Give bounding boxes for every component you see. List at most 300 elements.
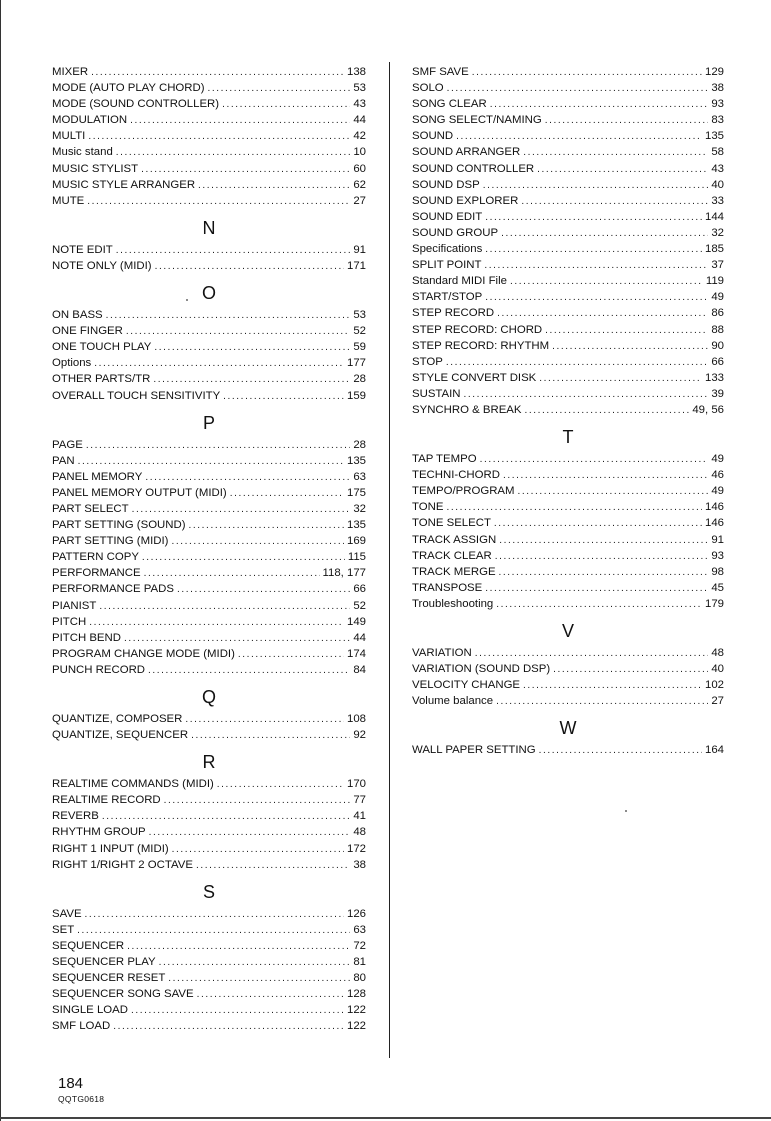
- index-entry: [52, 355, 366, 371]
- document-code: QQTG0618: [58, 1094, 105, 1104]
- index-term: SUSTAIN: [412, 387, 461, 400]
- index-term: PIANIST: [52, 599, 97, 612]
- index-page-ref: 146: [704, 517, 724, 530]
- index-term: STEP RECORD: RHYTHM: [412, 339, 550, 352]
- index-term: TONE SELECT: [412, 517, 491, 530]
- index-term: MUSIC STYLE ARRANGER: [52, 178, 196, 191]
- index-entry: [52, 581, 366, 597]
- index-entry: [412, 596, 724, 612]
- index-page-ref: 37: [711, 259, 724, 272]
- index-column-right: [412, 64, 724, 758]
- section-letter-t: T: [562, 427, 574, 448]
- dot-leader: [124, 631, 350, 646]
- section-letter-n: N: [202, 217, 216, 238]
- index-entry: [52, 501, 366, 517]
- index-page-ref: 72: [353, 939, 366, 952]
- index-term: SEQUENCER PLAY: [52, 956, 156, 969]
- index-page-ref: 66: [711, 355, 724, 368]
- dot-leader: [155, 259, 344, 274]
- index-term: SEQUENCER SONG SAVE: [52, 988, 194, 1001]
- index-entry: [52, 388, 366, 404]
- index-page-ref: 146: [704, 501, 724, 514]
- dot-leader: [485, 290, 708, 305]
- index-page-ref: 93: [711, 549, 724, 562]
- index-page-ref: 118, 177: [322, 567, 366, 580]
- index-term: PERFORMANCE: [52, 567, 141, 580]
- index-entry: [412, 64, 724, 80]
- index-page-ref: 43: [711, 162, 724, 175]
- index-term: TRANSPOSE: [412, 581, 483, 594]
- index-entry: [52, 808, 366, 824]
- section-letter-p: P: [202, 412, 215, 433]
- index-entry: [412, 483, 724, 499]
- dot-leader: [149, 825, 351, 840]
- index-page-ref: 60: [353, 162, 366, 175]
- index-entry: [52, 906, 366, 922]
- dot-leader: [495, 549, 709, 564]
- index-page-ref: 175: [346, 486, 366, 499]
- index-page-ref: 49: [711, 485, 724, 498]
- index-term: NOTE EDIT: [52, 243, 113, 256]
- index-page-ref: 149: [346, 615, 366, 628]
- index-page-ref: 28: [353, 373, 366, 386]
- dot-leader: [85, 907, 344, 922]
- index-entry: [52, 776, 366, 792]
- dot-leader: [485, 581, 708, 596]
- index-page-ref: 63: [353, 470, 366, 483]
- index-entry: [412, 386, 724, 402]
- index-entry: [412, 161, 724, 177]
- index-page-ref: 144: [704, 210, 724, 223]
- index-term: REALTIME RECORD: [52, 794, 161, 807]
- index-entry: [52, 598, 366, 614]
- index-entry: [412, 209, 724, 225]
- index-page-ref: 122: [346, 1004, 366, 1017]
- index-page-ref: 80: [353, 972, 366, 985]
- section-letter-q: Q: [201, 687, 216, 707]
- index-term: PUNCH RECORD: [52, 663, 146, 676]
- index-entry: [412, 177, 724, 193]
- dot-leader: [510, 274, 703, 289]
- index-column-left: [52, 64, 366, 1035]
- index-page-ref: 63: [353, 923, 366, 936]
- index-page-ref: 93: [711, 98, 724, 111]
- index-entry: [412, 580, 724, 596]
- index-entry: [52, 177, 366, 193]
- index-term: SPLIT POINT: [412, 259, 482, 272]
- index-term: PITCH BEND: [52, 631, 121, 644]
- page-edge-line: [0, 0, 1, 1121]
- dot-leader: [483, 178, 709, 193]
- dot-leader: [127, 939, 350, 954]
- index-entry: [52, 307, 366, 323]
- index-entry: [52, 144, 366, 160]
- index-term: Music stand: [52, 146, 113, 159]
- dot-leader: [116, 145, 351, 160]
- dot-leader: [94, 356, 344, 371]
- index-entry: [52, 258, 366, 274]
- index-page-ref: 43: [353, 98, 366, 111]
- index-entry: [412, 257, 724, 273]
- dot-leader: [88, 129, 350, 144]
- index-page-ref: 27: [353, 194, 366, 207]
- index-page-ref: 38: [711, 82, 724, 95]
- index-page-ref: 84: [353, 663, 366, 676]
- section-letter-o: O: [201, 283, 216, 304]
- index-entry: [412, 451, 724, 467]
- dot-leader: [523, 678, 702, 693]
- dot-leader: [446, 355, 709, 370]
- dot-leader: [553, 662, 708, 677]
- index-entry: [52, 96, 366, 112]
- index-entry: [52, 161, 366, 177]
- dot-leader: [238, 647, 344, 662]
- index-entry: [52, 549, 366, 565]
- section-letter-s: S: [202, 881, 215, 902]
- index-entry: [412, 564, 724, 580]
- index-entry: [412, 370, 724, 386]
- dot-leader: [144, 566, 320, 581]
- dot-leader: [102, 809, 350, 824]
- index-page-ref: 44: [353, 631, 366, 644]
- index-term: TECHNI-CHORD: [412, 469, 500, 482]
- dot-leader: [189, 518, 344, 533]
- index-entry: [52, 323, 366, 339]
- dot-leader: [523, 145, 708, 160]
- dot-leader: [230, 486, 344, 501]
- index-term: PART SETTING (SOUND): [52, 519, 186, 532]
- index-term: MUSIC STYLIST: [52, 162, 139, 175]
- section-letter-r: R: [202, 752, 216, 773]
- index-page-ref: 58: [711, 146, 724, 159]
- index-term: TONE: [412, 501, 444, 514]
- index-page-ref: 115: [347, 551, 366, 564]
- dot-leader: [456, 129, 702, 144]
- dot-leader: [153, 372, 350, 387]
- index-page-ref: 27: [711, 695, 724, 708]
- index-page-ref: 108: [346, 713, 366, 725]
- index-term: PAN: [52, 454, 75, 467]
- dot-leader: [537, 162, 708, 177]
- dot-leader: [499, 533, 708, 548]
- index-entry: [52, 922, 366, 938]
- index-term: SOUND GROUP: [412, 226, 499, 239]
- index-entry: [52, 80, 366, 96]
- index-term: SOUND EXPLORER: [412, 194, 519, 207]
- index-page-ref: 174: [346, 647, 366, 660]
- index-page-ref: 179: [704, 597, 724, 610]
- index-term: PANEL MEMORY: [52, 470, 143, 483]
- index-term: TEMPO/PROGRAM: [412, 485, 515, 498]
- scan-speck: [186, 299, 188, 301]
- index-entry: [412, 645, 724, 661]
- index-page-ref: 52: [353, 599, 366, 612]
- index-entry: [52, 614, 366, 630]
- dot-leader: [126, 324, 350, 339]
- dot-leader: [198, 178, 350, 193]
- index-entry: [412, 144, 724, 160]
- index-term: MIXER: [52, 66, 89, 78]
- index-entry: [412, 80, 724, 96]
- index-term: OTHER PARTS/TR: [52, 373, 151, 386]
- index-term: SONG SELECT/NAMING: [412, 114, 542, 127]
- index-term: MODE (SOUND CONTROLLER): [52, 98, 220, 111]
- index-entry: [412, 322, 724, 338]
- index-entry: [412, 354, 724, 370]
- index-term: TRACK CLEAR: [412, 549, 492, 562]
- dot-leader: [154, 340, 350, 355]
- index-entry: [52, 193, 366, 209]
- index-term: VARIATION: [412, 647, 472, 659]
- index-entry: [412, 548, 724, 564]
- dot-leader: [485, 210, 702, 225]
- dot-leader: [78, 454, 344, 469]
- index-entry: [412, 693, 724, 709]
- index-page-ref: 46: [711, 469, 724, 482]
- index-term: STYLE CONVERT DISK: [412, 371, 537, 384]
- index-term: STEP RECORD: CHORD: [412, 323, 543, 336]
- index-page-ref: 33: [711, 194, 724, 207]
- dot-leader: [539, 371, 702, 386]
- index-entry: [412, 128, 724, 144]
- dot-leader: [131, 1003, 344, 1018]
- dot-leader: [496, 694, 708, 709]
- index-entry: [52, 1018, 366, 1034]
- dot-leader: [87, 194, 350, 209]
- index-term: SYNCHRO & BREAK: [412, 403, 522, 416]
- index-term: SOUND EDIT: [412, 210, 483, 223]
- index-term: SEQUENCER RESET: [52, 972, 166, 985]
- index-page-ref: 53: [353, 309, 366, 322]
- dot-leader: [521, 194, 708, 209]
- index-page-ref: 90: [711, 339, 724, 352]
- index-entry: [52, 371, 366, 387]
- dot-leader: [518, 484, 709, 499]
- index-page-ref: 42: [353, 130, 366, 143]
- index-term: PART SETTING (MIDI): [52, 535, 169, 548]
- dot-leader: [501, 226, 708, 241]
- index-entry: [52, 453, 366, 469]
- index-term: VARIATION (SOUND DSP): [412, 663, 551, 676]
- index-page-ref: 185: [704, 243, 724, 256]
- index-entry: [412, 241, 724, 257]
- index-page-ref: 45: [711, 581, 724, 594]
- dot-leader: [172, 842, 344, 857]
- index-page-ref: 10: [353, 146, 366, 159]
- index-page-ref: 49: [711, 291, 724, 304]
- dot-leader: [116, 243, 351, 258]
- index-entry: [412, 499, 724, 515]
- index-term: SINGLE LOAD: [52, 1004, 128, 1017]
- index-page-ref: 39: [711, 387, 724, 400]
- dot-leader: [494, 516, 702, 531]
- index-term: RHYTHM GROUP: [52, 826, 146, 839]
- index-entry: [52, 1002, 366, 1018]
- index-term: SEQUENCER: [52, 939, 125, 952]
- index-page-ref: 135: [346, 519, 366, 532]
- dot-leader: [497, 306, 708, 321]
- section-letter-w: W: [559, 718, 577, 739]
- dot-leader: [525, 403, 690, 418]
- dot-leader: [191, 728, 350, 743]
- index-term: SOUND DSP: [412, 178, 480, 191]
- index-page-ref: 133: [704, 371, 724, 384]
- index-entry: [52, 954, 366, 970]
- index-entry: [412, 112, 724, 128]
- page-bottom-rule: [0, 1117, 771, 1119]
- index-entry: [412, 742, 724, 758]
- index-entry: [412, 532, 724, 548]
- index-page-ref: 77: [353, 794, 366, 807]
- index-page-ref: 52: [353, 325, 366, 338]
- index-page-ref: 62: [353, 178, 366, 191]
- dot-leader: [223, 389, 344, 404]
- index-page-ref: 169: [346, 535, 366, 548]
- index-entry: [52, 727, 366, 743]
- index-term: ONE FINGER: [52, 325, 123, 338]
- dot-leader: [141, 162, 350, 177]
- index-page-ref: 159: [346, 389, 366, 402]
- index-entry: [52, 339, 366, 355]
- index-term: QUANTIZE, SEQUENCER: [52, 729, 189, 742]
- index-entry: [52, 437, 366, 453]
- index-entry: [52, 517, 366, 533]
- index-term: PITCH: [52, 615, 87, 628]
- index-term: SOLO: [412, 82, 444, 95]
- dot-leader: [539, 743, 702, 758]
- index-entry: [52, 485, 366, 501]
- index-term: NOTE ONLY (MIDI): [52, 259, 152, 272]
- index-entry: [52, 646, 366, 662]
- index-term: PATTERN COPY: [52, 551, 139, 564]
- dot-leader: [545, 113, 709, 128]
- index-entry: [52, 533, 366, 549]
- index-term: PROGRAM CHANGE MODE (MIDI): [52, 647, 235, 660]
- dot-leader: [446, 500, 702, 515]
- index-page-ref: 135: [346, 454, 366, 467]
- index-entry: [52, 565, 366, 581]
- dot-leader: [552, 339, 708, 354]
- dot-leader: [475, 646, 709, 661]
- index-page-ref: 177: [346, 357, 366, 370]
- index-term: RIGHT 1/RIGHT 2 OCTAVE: [52, 858, 193, 871]
- dot-leader: [222, 97, 350, 112]
- index-entry: [412, 96, 724, 112]
- dot-leader: [197, 987, 344, 1002]
- index-term: WALL PAPER SETTING: [412, 744, 536, 757]
- dot-leader: [484, 258, 708, 273]
- index-page-ref: 138: [346, 66, 366, 78]
- index-entry: [52, 112, 366, 128]
- index-page-ref: 32: [711, 226, 724, 239]
- index-entry: [52, 469, 366, 485]
- index-term: TRACK MERGE: [412, 565, 496, 578]
- index-entry: [412, 273, 724, 289]
- index-page-ref: 91: [353, 243, 366, 256]
- index-term: STEP RECORD: [412, 307, 495, 320]
- index-page-ref: 49: [711, 453, 724, 466]
- index-page-ref: 59: [353, 341, 366, 354]
- index-page-ref: 92: [353, 729, 366, 742]
- dot-leader: [217, 777, 344, 792]
- index-term: MUTE: [52, 194, 85, 207]
- index-page-ref: 40: [711, 663, 724, 676]
- index-term: VELOCITY CHANGE: [412, 679, 521, 692]
- index-entry: [52, 986, 366, 1002]
- index-entry: [52, 824, 366, 840]
- index-term: MODE (AUTO PLAY CHORD): [52, 82, 205, 95]
- index-term: Volume balance: [412, 695, 494, 708]
- dot-leader: [545, 323, 708, 338]
- index-page-ref: 44: [353, 114, 366, 127]
- dot-leader: [503, 468, 708, 483]
- index-page-ref: 40: [711, 178, 724, 191]
- index-term: Options: [52, 357, 92, 370]
- dot-leader: [485, 242, 702, 257]
- index-term: RIGHT 1 INPUT (MIDI): [52, 842, 169, 855]
- index-term: SAVE: [52, 907, 82, 920]
- index-entry: [52, 128, 366, 144]
- dot-leader: [132, 502, 351, 517]
- dot-leader: [490, 97, 709, 112]
- index-page-ref: 48: [711, 647, 724, 659]
- dot-leader: [464, 387, 709, 402]
- index-term: ONE TOUCH PLAY: [52, 341, 152, 354]
- dot-leader: [91, 65, 344, 80]
- index-entry: [412, 193, 724, 209]
- index-term: QUANTIZE, COMPOSER: [52, 713, 183, 725]
- index-term: PART SELECT: [52, 502, 129, 515]
- index-page-ref: 164: [704, 744, 724, 757]
- index-term: TRACK ASSIGN: [412, 533, 497, 546]
- index-entry: [412, 305, 724, 321]
- dot-leader: [145, 470, 350, 485]
- index-entry: [52, 857, 366, 873]
- index-page-ref: 83: [711, 114, 724, 127]
- index-entry: [52, 662, 366, 678]
- index-term: PANEL MEMORY OUTPUT (MIDI): [52, 486, 227, 499]
- index-term: SET: [52, 923, 75, 936]
- index-page-ref: 41: [353, 810, 366, 823]
- dot-leader: [196, 858, 350, 873]
- index-page-ref: 81: [353, 956, 366, 969]
- dot-leader: [185, 712, 344, 727]
- index-page-ref: 170: [346, 778, 366, 791]
- index-entry: [52, 64, 366, 80]
- index-entry: [52, 970, 366, 986]
- index-page-ref: 98: [711, 565, 724, 578]
- index-page-ref: 128: [346, 988, 366, 1001]
- dot-leader: [496, 597, 702, 612]
- index-page-ref: 135: [704, 130, 724, 143]
- index-page-ref: 86: [711, 307, 724, 320]
- index-term: MODULATION: [52, 114, 128, 127]
- dot-leader: [86, 438, 351, 453]
- scan-speck: [625, 810, 627, 812]
- index-page-ref: 126: [346, 907, 366, 920]
- dot-leader: [142, 550, 345, 565]
- index-term: PERFORMANCE PADS: [52, 583, 174, 596]
- dot-leader: [208, 81, 351, 96]
- index-page-ref: 172: [346, 842, 366, 855]
- index-term: STOP: [412, 355, 443, 368]
- index-entry: [412, 467, 724, 483]
- dot-leader: [113, 1019, 344, 1034]
- index-term: START/STOP: [412, 291, 483, 304]
- index-term: MULTI: [52, 130, 86, 143]
- dot-leader: [171, 534, 344, 549]
- index-page-ref: 49, 56: [692, 403, 724, 416]
